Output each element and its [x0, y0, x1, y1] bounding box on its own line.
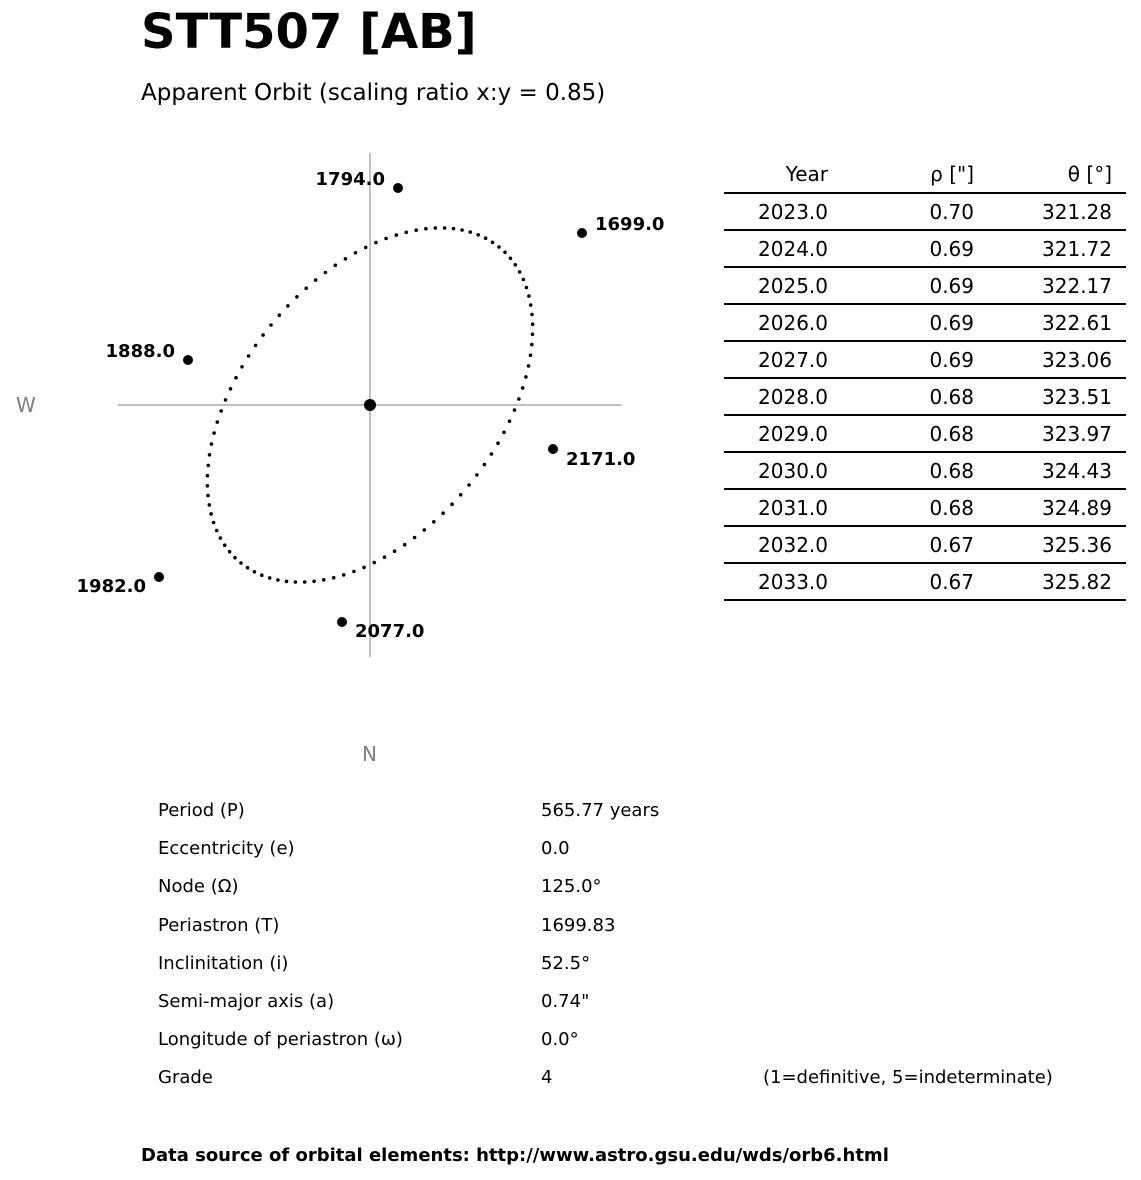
orbit-dot	[278, 313, 282, 317]
west-direction-label: W	[16, 393, 36, 417]
orbit-dot	[352, 570, 356, 574]
orbit-dot	[434, 226, 438, 230]
orbit-dot	[260, 573, 264, 577]
element-value: 0.0	[541, 838, 570, 860]
table-row	[724, 452, 1126, 489]
year-cell: 2024.0	[724, 230, 842, 267]
orbit-dot	[452, 227, 456, 231]
orbit-dot	[233, 556, 237, 560]
ephemeris-table	[724, 156, 1126, 601]
orbit-dot	[524, 375, 528, 379]
orbit-dot	[344, 257, 348, 261]
orbit-dot	[476, 233, 480, 237]
orbit-dot	[496, 441, 500, 445]
orbit-dot	[223, 543, 227, 547]
orbit-dot	[268, 576, 272, 580]
year-cell: 2025.0	[724, 267, 842, 304]
epoch-label: 1794.0	[315, 169, 385, 190]
theta-cell: 325.36	[988, 526, 1126, 563]
orbit-dot	[212, 521, 216, 525]
epoch-marker	[393, 183, 403, 193]
orbit-dot	[508, 419, 512, 423]
orbit-dot	[342, 573, 346, 577]
orbit-dot	[517, 397, 521, 401]
orbit-dot	[469, 230, 473, 234]
element-label: Longitude of periastron (ω)	[158, 1029, 403, 1051]
element-value: 565.77 years	[541, 800, 660, 821]
orbit-dot	[362, 566, 366, 570]
theta-cell: 322.17	[988, 267, 1126, 304]
orbit-dot	[383, 555, 387, 559]
orbit-dot	[240, 365, 244, 369]
orbit-dot	[215, 529, 219, 533]
element-note: (1=definitive, 5=indeterminate)	[763, 1067, 1053, 1089]
orbit-dot	[261, 333, 265, 337]
theta-cell: 322.61	[988, 304, 1126, 341]
element-label: Inclinitation (i)	[158, 952, 289, 974]
element-label: Periastron (T)	[158, 914, 280, 936]
orbit-dot	[276, 578, 280, 582]
orbit-dot	[212, 431, 216, 435]
orbit-dot	[208, 503, 212, 507]
orbit-dot	[475, 473, 479, 477]
orbit-dot	[467, 483, 471, 487]
orbit-dot	[253, 570, 257, 574]
year-cell: 2028.0	[724, 378, 842, 415]
theta-cell: 324.89	[988, 489, 1126, 526]
orbit-plot	[0, 0, 700, 700]
orbit-dot	[529, 303, 533, 307]
orbit-dot	[312, 580, 316, 584]
orbit-dot	[239, 561, 243, 565]
orbit-dot	[530, 313, 534, 317]
orbit-dot	[413, 536, 417, 540]
orbit-dot	[234, 376, 238, 380]
orbit-dot	[384, 237, 388, 241]
orbit-dot	[286, 304, 290, 308]
orbit-dot	[210, 442, 214, 446]
orbit-dot	[219, 409, 223, 413]
orbit-dot	[206, 484, 210, 488]
orbit-dot	[294, 580, 298, 584]
element-label: Node (Ω)	[158, 876, 239, 898]
table-row	[724, 526, 1126, 563]
orbit-dot	[522, 278, 526, 282]
theta-cell: 321.28	[988, 193, 1126, 230]
rho-cell: 0.69	[842, 341, 988, 378]
orbit-dot	[206, 474, 210, 478]
element-label: Eccentricity (e)	[158, 838, 295, 860]
epoch-label: 2171.0	[566, 449, 636, 470]
orbit-dot	[403, 543, 407, 547]
rho-cell: 0.70	[842, 193, 988, 230]
element-value: 52.5°	[541, 952, 591, 974]
orbit-dot	[491, 241, 495, 245]
orbit-dot	[216, 420, 220, 424]
theta-cell: 323.06	[988, 341, 1126, 378]
orbit-dot	[450, 502, 454, 506]
theta-cell: 325.82	[988, 563, 1126, 600]
rho-cell: 0.68	[842, 452, 988, 489]
rho-column-header: ρ ["]	[842, 156, 988, 193]
year-column-header: Year	[724, 156, 842, 193]
theta-cell: 323.97	[988, 415, 1126, 452]
theta-cell: 321.72	[988, 230, 1126, 267]
orbit-dot	[285, 580, 289, 584]
orbit-dot	[443, 226, 447, 230]
table-row	[724, 304, 1126, 341]
epoch-label: 1888.0	[105, 341, 175, 362]
rho-cell: 0.68	[842, 378, 988, 415]
theta-cell: 323.51	[988, 378, 1126, 415]
rho-cell: 0.68	[842, 489, 988, 526]
table-row	[724, 563, 1126, 600]
orbit-dot	[322, 578, 326, 582]
rho-cell: 0.67	[842, 563, 988, 600]
north-direction-label: N	[362, 742, 377, 766]
orbit-dot	[531, 322, 535, 326]
orbit-dot	[206, 464, 210, 468]
orbit-dot	[503, 251, 507, 255]
orbit-dot	[332, 576, 336, 580]
element-label: Semi-major axis (a)	[158, 990, 335, 1012]
rho-cell: 0.69	[842, 230, 988, 267]
epoch-marker	[548, 444, 558, 454]
orbit-dot	[254, 344, 258, 348]
orbit-dot	[518, 270, 522, 274]
ephemeris-header-row	[724, 156, 1126, 193]
orbit-dot	[314, 278, 318, 282]
year-cell: 2031.0	[724, 489, 842, 526]
table-row	[724, 415, 1126, 452]
orbit-dot	[509, 257, 513, 261]
epoch-marker	[337, 617, 347, 627]
orbit-dot	[525, 286, 529, 290]
orbit-dot	[460, 228, 464, 232]
element-value: 125.0°	[541, 876, 602, 898]
orbit-dot	[219, 536, 223, 540]
rho-cell: 0.68	[842, 415, 988, 452]
orbit-dot	[424, 227, 428, 231]
epoch-label: 1982.0	[76, 576, 146, 597]
orbit-dot	[303, 580, 307, 584]
epoch-label: 2077.0	[355, 621, 425, 642]
orbit-dot	[229, 387, 233, 391]
orbit-dot	[530, 343, 534, 347]
orbit-dot	[432, 520, 436, 524]
orbit-dot	[206, 494, 210, 498]
orbit-dot	[423, 528, 427, 532]
element-value: 4	[541, 1067, 553, 1089]
element-value: 1699.83	[541, 914, 616, 936]
rho-cell: 0.69	[842, 304, 988, 341]
table-row	[724, 193, 1126, 230]
orbit-dot	[393, 549, 397, 553]
orbit-dot	[531, 333, 535, 337]
year-cell: 2026.0	[724, 304, 842, 341]
orbit-dot	[246, 566, 250, 570]
orbit-dot	[502, 431, 506, 435]
orbit-dot	[209, 512, 213, 516]
orbit-dot	[395, 233, 399, 237]
orbit-dot	[514, 263, 518, 267]
epoch-marker	[154, 572, 164, 582]
orbit-dot	[374, 241, 378, 245]
element-value: 0.74"	[541, 990, 590, 1012]
page-subtitle: Apparent Orbit (scaling ratio x:y = 0.85)	[141, 80, 606, 106]
theta-column-header: θ [°]	[988, 156, 1126, 193]
element-label: Period (P)	[158, 800, 245, 821]
orbit-dot	[484, 236, 488, 240]
orbit-dot	[513, 408, 517, 412]
year-cell: 2032.0	[724, 526, 842, 563]
page-title: STT507 [AB]	[141, 4, 477, 60]
orbit-dot	[521, 386, 525, 390]
orbit-dot	[459, 493, 463, 497]
orbit-dot	[364, 246, 368, 250]
orbit-dot	[373, 561, 377, 565]
epoch-marker	[183, 355, 193, 365]
table-row	[724, 378, 1126, 415]
orbit-dot	[247, 354, 251, 358]
epoch-label: 1699.0	[595, 214, 665, 235]
primary-star-marker	[364, 399, 376, 411]
orbit-dot	[304, 286, 308, 290]
year-cell: 2023.0	[724, 193, 842, 230]
orbit-dot	[269, 323, 273, 327]
orbit-dot	[405, 231, 409, 235]
element-label: Grade	[158, 1067, 213, 1089]
rho-cell: 0.67	[842, 526, 988, 563]
orbit-dot	[324, 271, 328, 275]
orbit-dot	[354, 251, 358, 255]
orbit-dot	[497, 245, 501, 249]
rho-cell: 0.69	[842, 267, 988, 304]
orbit-dot	[490, 452, 494, 456]
orbit-dot	[208, 453, 212, 457]
epoch-marker	[577, 228, 587, 238]
table-row	[724, 341, 1126, 378]
orbit-dot	[529, 353, 533, 357]
year-cell: 2029.0	[724, 415, 842, 452]
table-row	[724, 267, 1126, 304]
orbit-dot	[441, 511, 445, 515]
year-cell: 2030.0	[724, 452, 842, 489]
orbit-dot	[527, 364, 531, 368]
year-cell: 2027.0	[724, 341, 842, 378]
theta-cell: 324.43	[988, 452, 1126, 489]
data-source-footer: Data source of orbital elements: http://www.astro.gsu.edu/wds/orb6.html	[141, 1145, 889, 1166]
year-cell: 2033.0	[724, 563, 842, 600]
orbit-dot	[483, 463, 487, 467]
orbit-dot	[414, 228, 418, 232]
orbit-dot	[334, 264, 338, 268]
orbit-dot	[295, 295, 299, 299]
table-row	[724, 489, 1126, 526]
table-row	[724, 230, 1126, 267]
element-value: 0.0°	[541, 1029, 579, 1051]
orbit-dot	[527, 294, 531, 298]
orbit-dot	[228, 550, 232, 554]
orbit-dot	[224, 398, 228, 402]
